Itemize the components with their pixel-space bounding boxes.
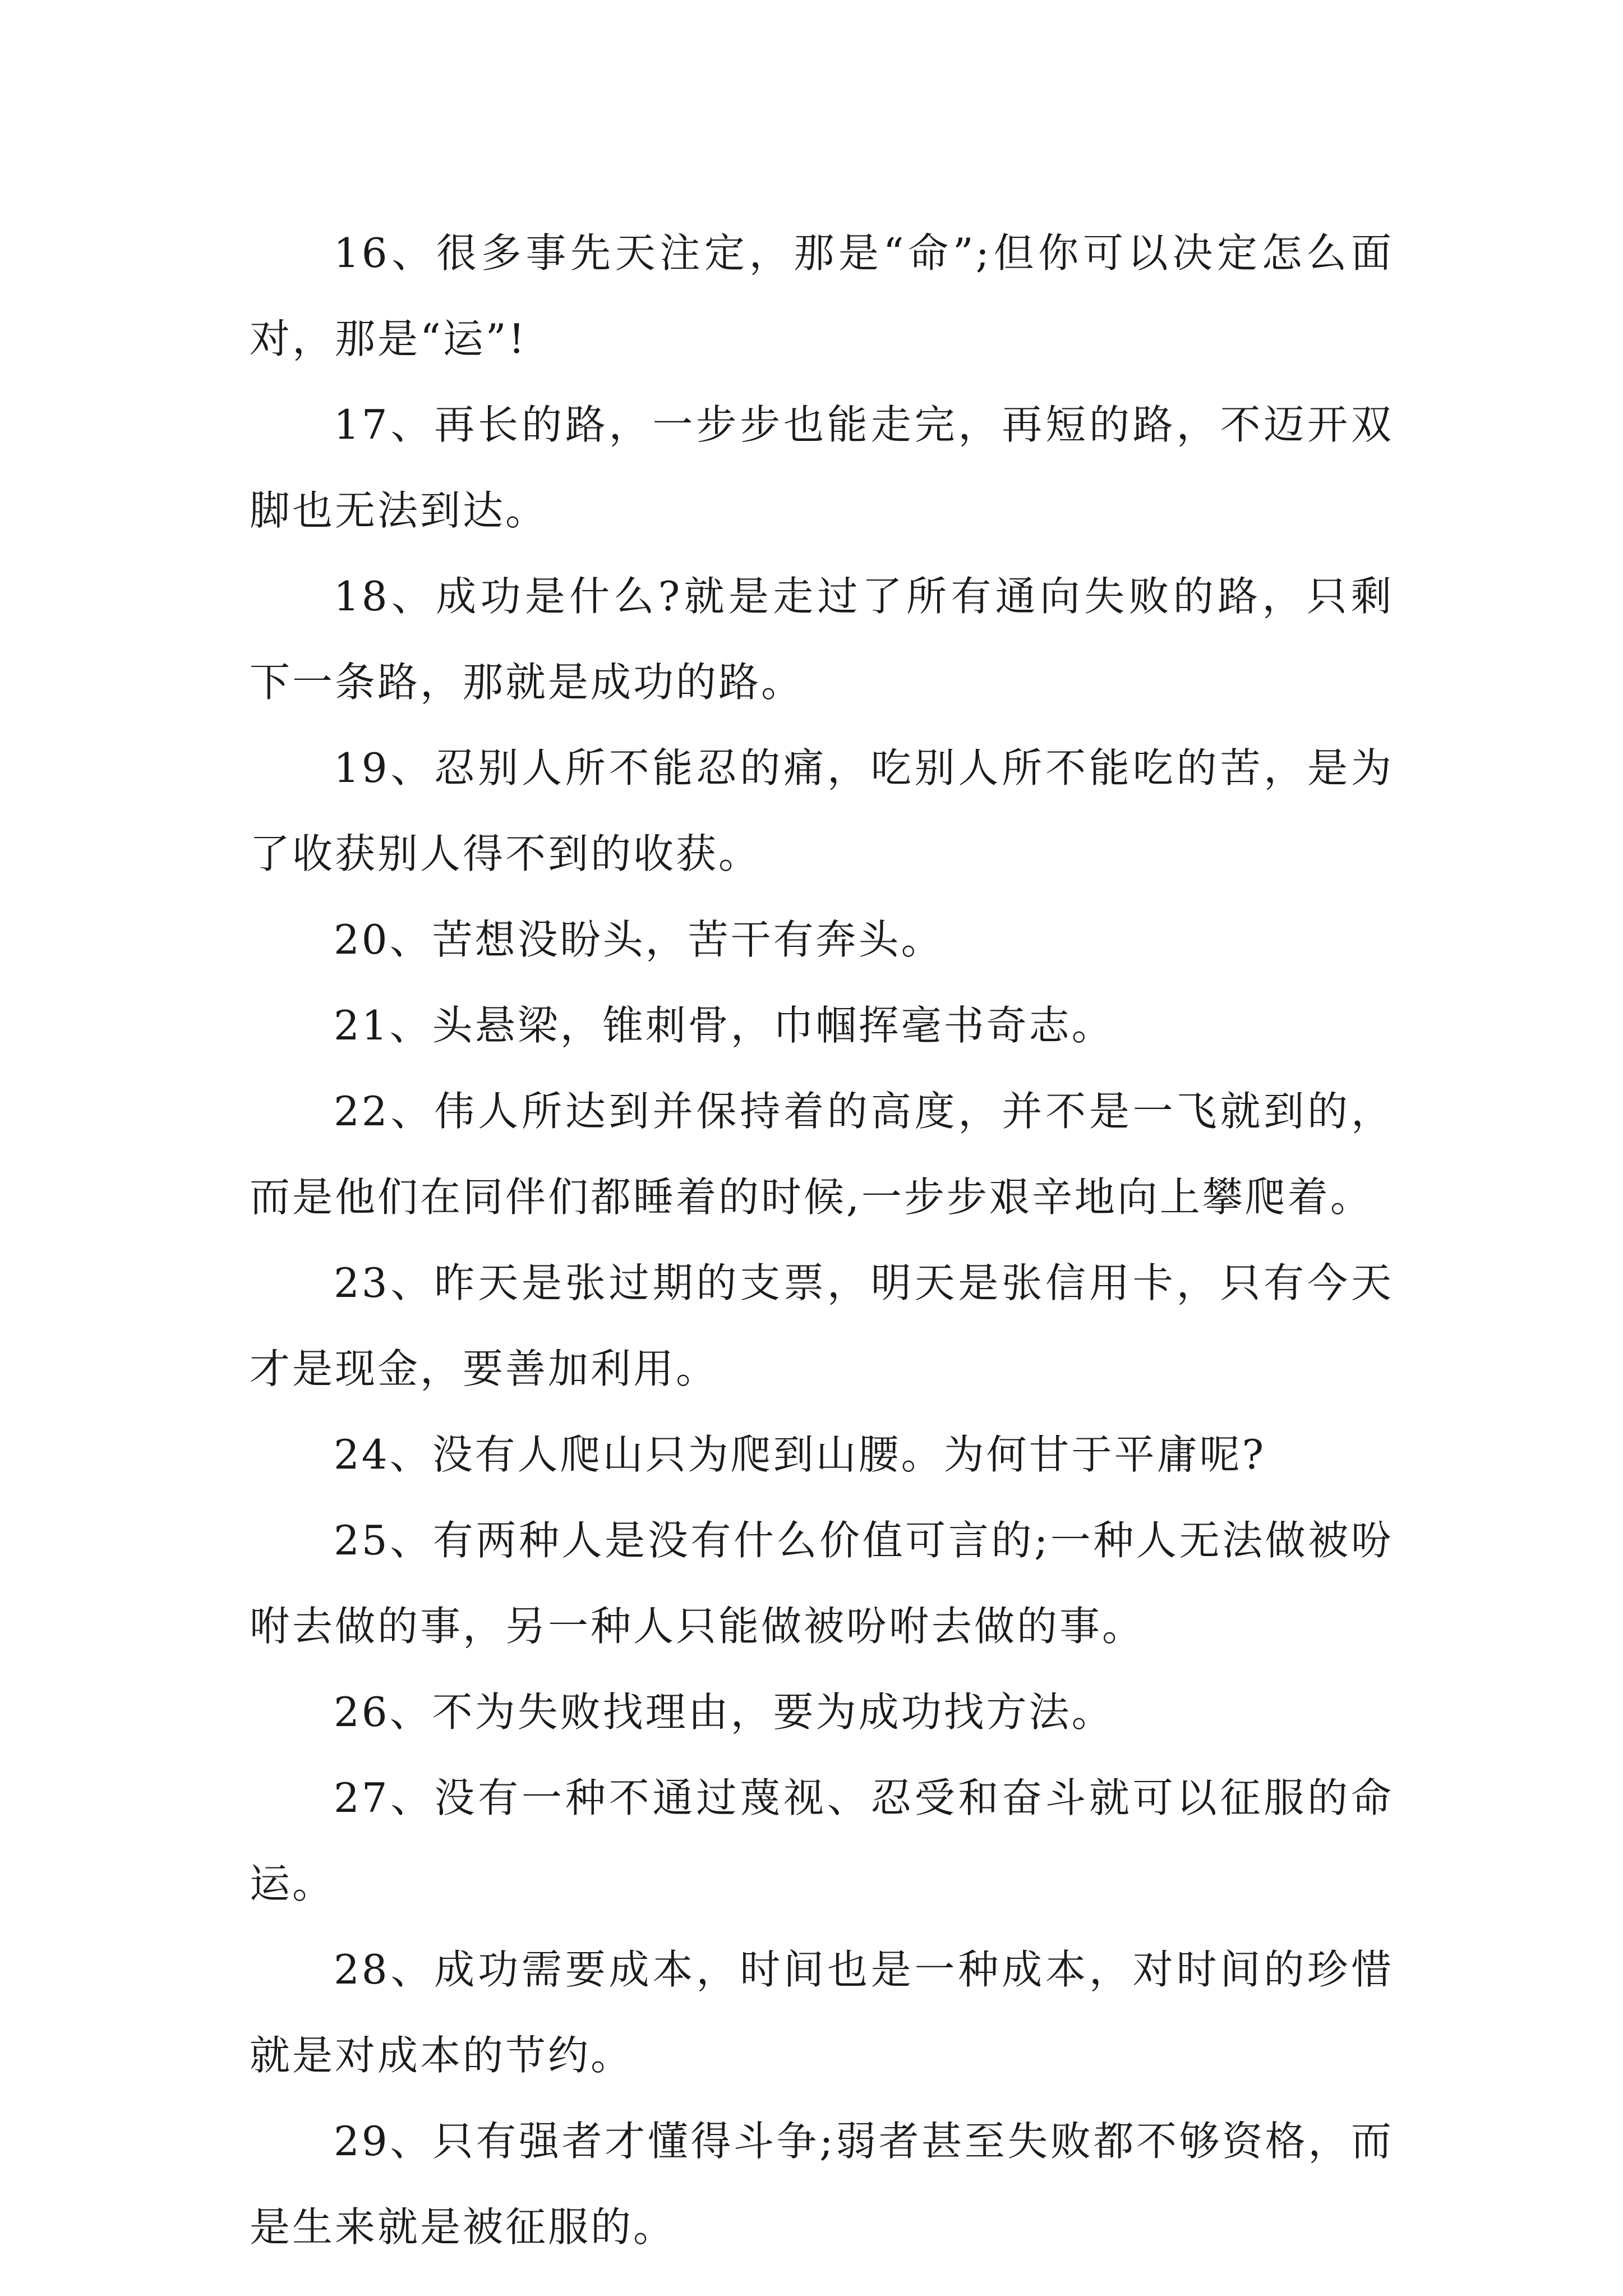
paragraph-18: 18、成功是什么?就是走过了所有通向失败的路，只剩下一条路，那就是成功的路。 <box>250 573 1394 706</box>
paragraph-27: 27、没有一种不通过蔑视、忍受和奋斗就可以征服的命运。 <box>250 1774 1394 1907</box>
paragraph-20: 20、苦想没盼头，苦干有奔头。 <box>334 916 944 963</box>
document-body <box>250 210 1394 2270</box>
paragraph-24: 24、没有人爬山只为爬到山腰。为何甘于平庸呢? <box>334 1431 1266 1478</box>
paragraph-21: 21、头悬梁，锥刺骨，巾帼挥毫书奇志。 <box>334 1002 1114 1049</box>
paragraph-28: 28、成功需要成本，时间也是一种成本，对时间的珍惜就是对成本的节约。 <box>250 1946 1394 2079</box>
paragraph-29: 29、只有强者才懂得斗争;弱者甚至失败都不够资格，而是生来就是被征服的。 <box>250 2118 1394 2251</box>
paragraph-22: 22、伟人所达到并保持着的高度，并不是一飞就到的，而是他们在同伴们都睡着的时候,一步步艰辛地向上攀爬着。 <box>250 1088 1394 1221</box>
paragraph-19: 19、忍别人所不能忍的痛，吃别人所不能吃的苦，是为了收获别人得不到的收获。 <box>250 744 1394 877</box>
paragraph-16: 16、很多事先天注定，那是“命”;但你可以决定怎么面对，那是“运”! <box>250 229 1394 362</box>
paragraph-17: 17、再长的路，一步步也能走完，再短的路，不迈开双脚也无法到达。 <box>250 401 1394 534</box>
paragraph-23: 23、昨天是张过期的支票，明天是张信用卡，只有今天才是现金，要善加利用。 <box>250 1259 1394 1392</box>
paragraph-26: 26、不为失败找理由，要为成功找方法。 <box>334 1688 1114 1736</box>
paragraph-25: 25、有两种人是没有什么价值可言的;一种人无法做被吩咐去做的事，另一种人只能做被吩咐去做的事。 <box>250 1517 1394 1650</box>
